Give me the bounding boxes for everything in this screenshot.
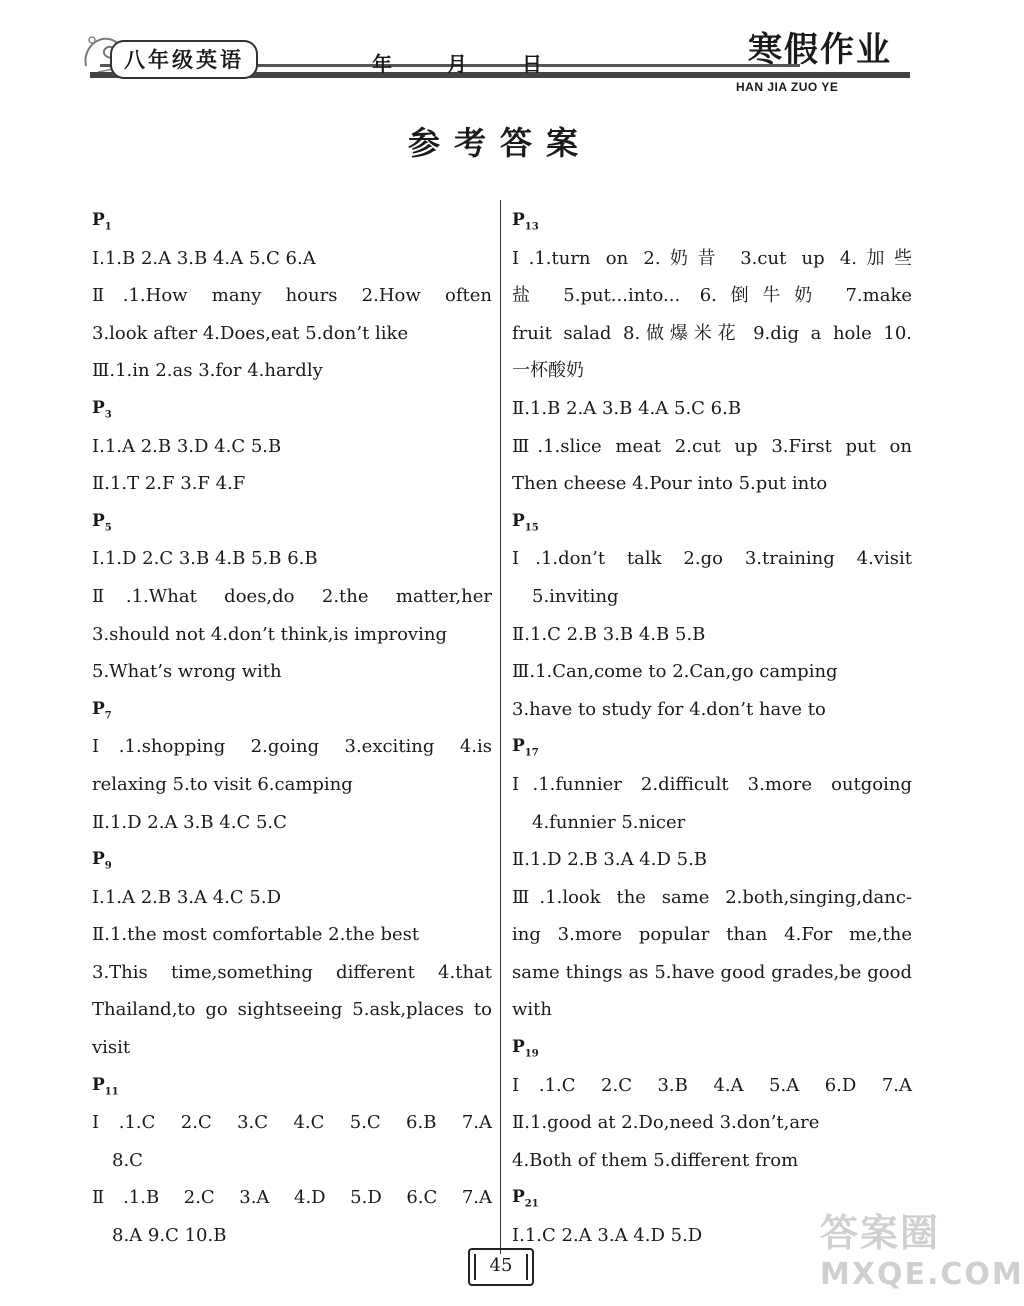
answer-line: 3.This time,something different 4.that bbox=[92, 961, 492, 983]
grade-subject-badge: 八年级英语 bbox=[110, 40, 258, 79]
section-page-heading bbox=[92, 390, 492, 428]
answer-line: Ⅱ.1.D 2.A 3.B 4.C 5.C bbox=[92, 811, 287, 833]
answer-column-left bbox=[92, 202, 492, 1255]
section-page-heading bbox=[512, 1029, 912, 1067]
column-divider bbox=[500, 200, 501, 1254]
answer-line: Ⅰ.1.funnier 2.difficult 3.more outgoing bbox=[512, 773, 912, 795]
answer-line: visit bbox=[92, 1037, 131, 1059]
answer-line: Ⅱ.1.the most comfortable 2.the best bbox=[92, 924, 420, 946]
answer-line: Ⅲ.1.in 2.as 3.for 4.hardly bbox=[92, 360, 323, 382]
answer-line: Ⅰ.1.A 2.B 3.D 4.C 5.B bbox=[92, 435, 282, 457]
section-page-heading bbox=[92, 503, 492, 541]
section-page-heading bbox=[92, 841, 492, 879]
page-subscript: 11 bbox=[104, 1086, 119, 1098]
date-year: 年 bbox=[372, 52, 394, 76]
page-letter: P bbox=[92, 698, 105, 719]
page-letter: P bbox=[512, 736, 525, 757]
answer-line: Ⅱ.1.C 2.B 3.B 4.B 5.B bbox=[512, 623, 706, 645]
answer-line: ing 3.more popular than 4.For me,the bbox=[512, 924, 912, 946]
answer-line: 8.A 9.C 10.B bbox=[112, 1225, 227, 1247]
page-subscript: 5 bbox=[104, 522, 112, 534]
page-subscript: 9 bbox=[104, 860, 112, 872]
answer-line: 盐 5.put...into... 6.倒牛奶 7.make bbox=[512, 285, 912, 307]
page-subscript: 19 bbox=[524, 1048, 539, 1060]
page-letter: P bbox=[512, 1037, 525, 1058]
answer-line: with bbox=[512, 999, 552, 1021]
page-subscript: 15 bbox=[524, 522, 539, 534]
answer-line: Ⅱ.1.How many hours 2.How often bbox=[92, 285, 492, 307]
answer-line: 5.inviting bbox=[532, 585, 619, 607]
answer-line: Ⅱ.1.B 2.A 3.B 4.A 5.C 6.B bbox=[512, 397, 742, 419]
page-header bbox=[80, 18, 920, 94]
answer-line: 3.look after 4.Does,eat 5.don’t like bbox=[92, 322, 409, 344]
section-page-heading bbox=[92, 202, 492, 240]
section-page-heading bbox=[512, 202, 912, 240]
page-subscript: 3 bbox=[104, 409, 112, 421]
answer-line: Ⅰ.1.B 2.A 3.B 4.A 5.C 6.A bbox=[92, 247, 316, 269]
answer-line: Ⅰ.1.don’t talk 2.go 3.training 4.visit bbox=[512, 548, 912, 570]
answer-line: Then cheese 4.Pour into 5.put into bbox=[512, 473, 828, 495]
page-subscript: 17 bbox=[524, 747, 539, 759]
answer-line: same things as 5.have good grades,be good bbox=[512, 961, 912, 983]
page-letter: P bbox=[512, 1187, 525, 1208]
section-page-heading bbox=[512, 503, 912, 541]
answer-line: 一杯酸奶 bbox=[512, 360, 584, 382]
page-subscript: 21 bbox=[524, 1198, 539, 1210]
answer-line: Ⅱ.1.What does,do 2.the matter,her bbox=[92, 585, 492, 607]
date-day: 日 bbox=[521, 52, 544, 76]
answer-line: 8.C bbox=[112, 1149, 143, 1171]
answer-line: 4.funnier 5.nicer bbox=[532, 811, 686, 833]
answer-line: 3.should not 4.don’t think,is improving bbox=[92, 623, 447, 645]
page-letter: P bbox=[512, 510, 525, 531]
date-month: 月 bbox=[446, 52, 469, 76]
section-page-heading bbox=[92, 1067, 492, 1105]
section-page-heading bbox=[512, 728, 912, 766]
page-letter: P bbox=[92, 1074, 105, 1095]
answer-line: Ⅰ.1.shopping 2.going 3.exciting 4.is bbox=[92, 736, 492, 758]
answer-column-right bbox=[512, 202, 912, 1255]
answer-line: relaxing 5.to visit 6.camping bbox=[92, 773, 353, 795]
watermark-domain: MXQE.COM bbox=[820, 1257, 1024, 1292]
answer-line: Ⅲ.1.look the same 2.both,singing,danc- bbox=[512, 886, 912, 908]
answer-line: 5.What’s wrong with bbox=[92, 661, 282, 683]
section-page-heading bbox=[92, 691, 492, 729]
answer-line: Ⅲ.1.Can,come to 2.Can,go camping bbox=[512, 661, 838, 683]
answer-line: Ⅰ.1.C 2.C 3.C 4.C 5.C 6.B 7.A bbox=[92, 1112, 492, 1134]
answer-line: Ⅱ.1.good at 2.Do,need 3.don’t,are bbox=[512, 1112, 820, 1134]
page-letter: P bbox=[92, 397, 105, 418]
answer-line: Ⅰ.1.A 2.B 3.A 4.C 5.D bbox=[92, 886, 282, 908]
answer-line: Ⅱ.1.T 2.F 3.F 4.F bbox=[92, 473, 246, 495]
page-subscript: 1 bbox=[104, 221, 112, 233]
answer-line: Ⅱ.1.B 2.C 3.A 4.D 5.D 6.C 7.A bbox=[92, 1187, 492, 1209]
answer-line: Thailand,to go sightseeing 5.ask,places to bbox=[92, 999, 492, 1021]
page-letter: P bbox=[92, 849, 105, 870]
brand-title: 寒假作业 bbox=[748, 30, 892, 70]
page-letter: P bbox=[92, 510, 105, 531]
page-subscript: 13 bbox=[524, 221, 539, 233]
answer-line: 3.have to study for 4.don’t have to bbox=[512, 698, 826, 720]
answer-line: Ⅰ.1.turn on 2.奶昔 3.cut up 4.加些 bbox=[512, 247, 912, 269]
page-letter: P bbox=[512, 210, 525, 230]
answer-line: fruit salad 8.做爆米花 9.dig a hole 10. bbox=[512, 322, 912, 344]
answer-line: 4.Both of them 5.different from bbox=[512, 1149, 799, 1171]
page-letter: P bbox=[92, 210, 105, 230]
watermark-text: 答案圈 bbox=[820, 1211, 941, 1255]
answer-line: Ⅱ.1.D 2.B 3.A 4.D 5.B bbox=[512, 849, 708, 871]
answer-line: Ⅲ.1.slice meat 2.cut up 3.First put on bbox=[512, 435, 912, 457]
page-number: 45 bbox=[468, 1248, 534, 1286]
page-title: 参考答案 bbox=[407, 124, 592, 162]
answer-line: Ⅰ.1.D 2.C 3.B 4.B 5.B 6.B bbox=[92, 548, 318, 570]
answer-line: Ⅰ.1.C 2.C 3.B 4.A 5.A 6.D 7.A bbox=[512, 1074, 912, 1096]
date-line bbox=[372, 48, 588, 77]
watermark bbox=[820, 1211, 1024, 1302]
brand-subtitle: HAN JIA ZUO YE bbox=[732, 80, 842, 94]
answer-line: Ⅰ.1.C 2.A 3.A 4.D 5.D bbox=[512, 1225, 703, 1247]
page-subscript: 7 bbox=[104, 710, 112, 722]
